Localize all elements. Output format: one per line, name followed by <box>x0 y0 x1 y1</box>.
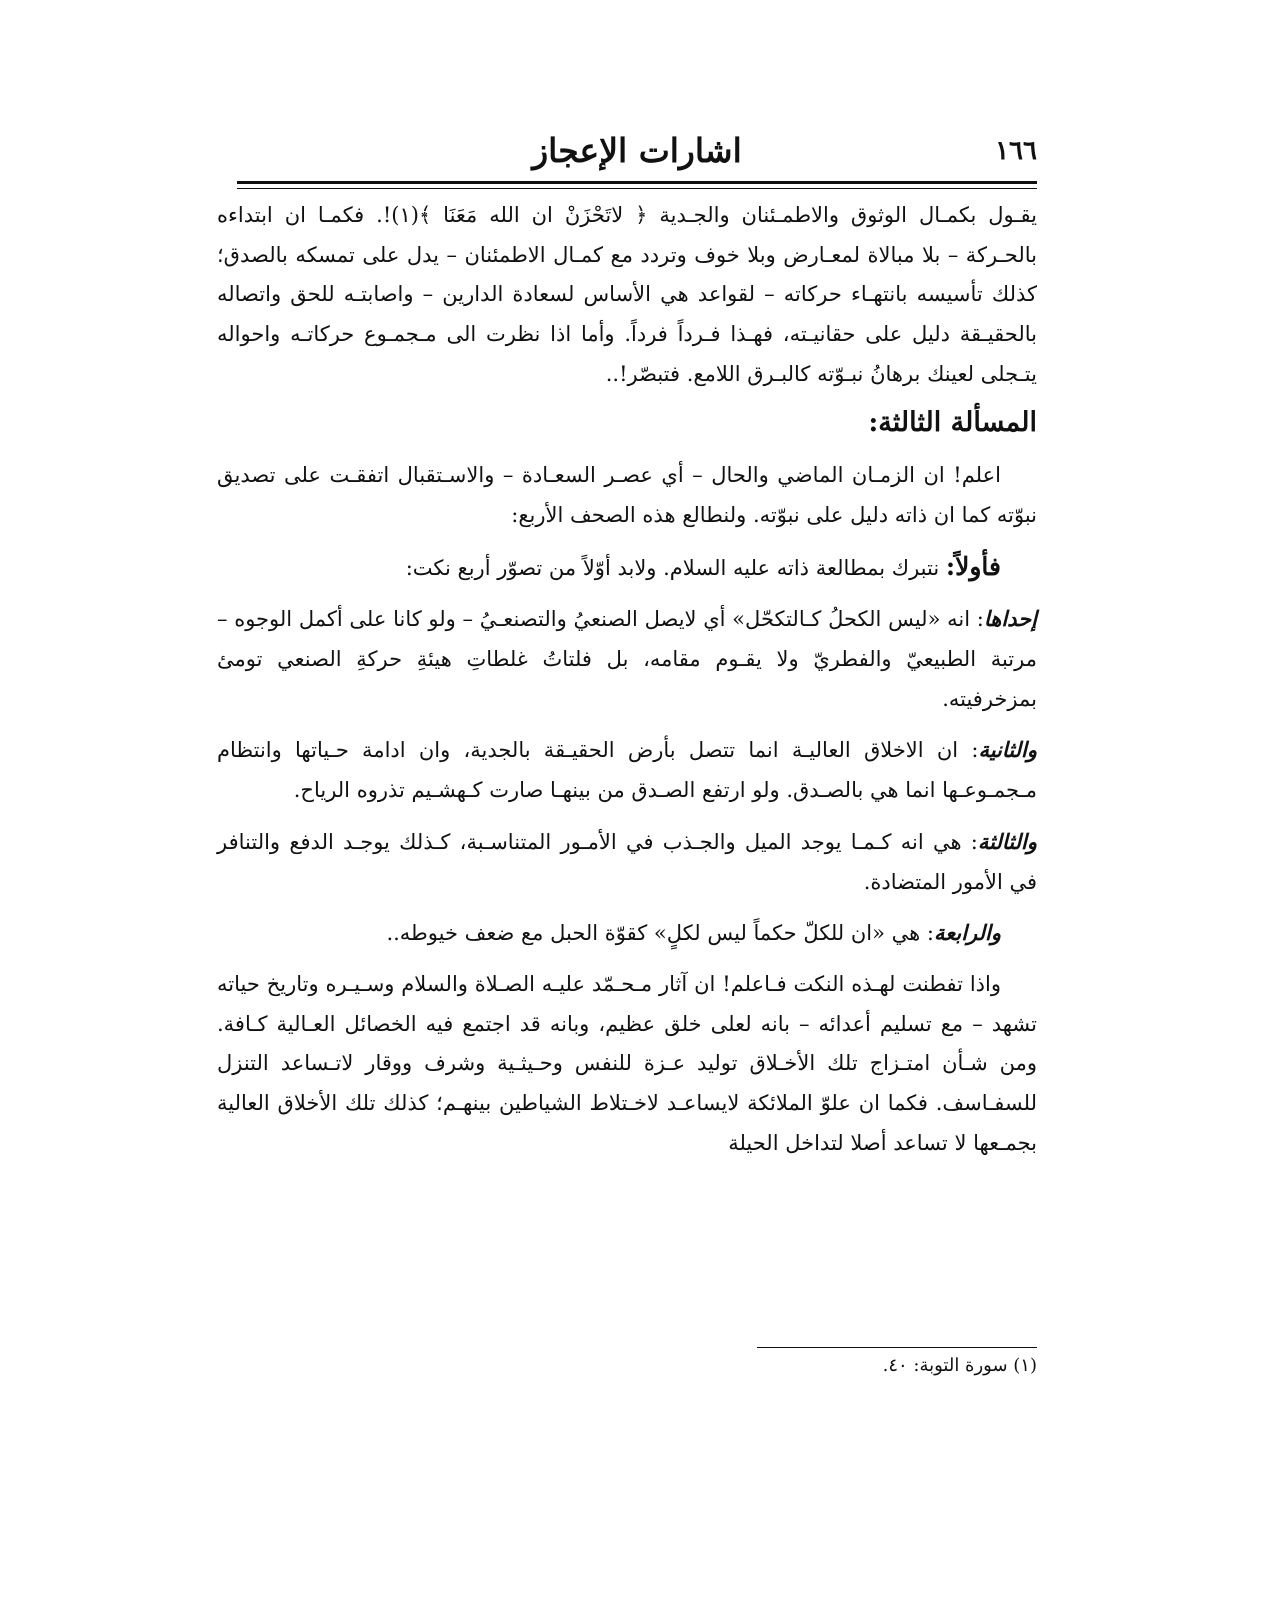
body-text <box>217 196 1037 1163</box>
point-2-paragraph <box>217 730 1037 810</box>
header-rule-thin <box>237 188 1037 189</box>
first-lead: فأولاً: <box>945 551 1001 581</box>
point-3-lead: والثالثة <box>977 828 1037 854</box>
page-number: ١٦٦ <box>995 136 1037 166</box>
point-3-text: : هي انه كـمـا يوجد الميل والجـذب في الأمـور المتناسـبة، كـذلك يوجـد الدفع والتنافر في الأمور المتضادة. <box>217 829 1037 894</box>
point-1-lead: إحداها <box>983 606 1037 632</box>
page-header <box>237 128 1037 174</box>
paragraph-2: اعلم! ان الزمـان الماضي والحال – أي عصـر السعـادة – والاسـتقبال اتفقـت على تصديق نبوّته كما ان ذاته دليل على نبوّته. ولنطالع هذه الصحف الأربع: <box>217 463 1037 527</box>
footnote: (١) سورة التوبة: ٤٠. <box>882 1355 1037 1376</box>
section-heading: المسألة الثالثة: <box>868 406 1037 438</box>
paragraph-1: يقـول بكمـال الوثوق والاطمـئنان والجـدية ﴿ لاتَحْزَنْ ان الله مَعَنَا ﴾(١)!. فكمـا ان ابتداءه بالحـركة – بلا مبالاة لمعـارض وبلا خوف وتردد مع كمـال الاطمئنان – يدل على تمسكه بالصدق؛ كذلك تأسيسه بانتهـاء حركاته – لقواعد هي الأساس لسعادة الدارين – واصابتـه للحق واتصاله بالحقيـقة دليل على حقانيـته، فهـذا فـرداً فرداً. وأما اذا نظرت الى مـجمـوع حركاتـه واحواله يتـجلى لعينك برهانُ نبـوّته كالبـرق اللامع. فتبصّر!.. <box>217 203 1037 386</box>
running-title: اشارات الإعجاز <box>532 131 742 170</box>
footnote-rule <box>757 1347 1037 1348</box>
point-4-text: : هي «ان للكلّ حكماً ليس لكلٍ» كقوّة الحبل مع ضعف خيوطه.. <box>386 921 934 946</box>
point-2-text: : ان الاخلاق العاليـة انما تتصل بأرض الحقيـقة بالجدية، وان ادامة حـياتها وانتظام مـجمـوعـها انما هي بالصـدق. ولو ارتفع الصـدق من بينهـا صارت كـهشـيم تذروه الرياح. <box>217 738 1037 803</box>
paragraph-3: واذا تفطنت لهـذه النكت فـاعلم! ان آثار مـحـمّد عليـه الصـلاة والسلام وسـيـره وتاريخ حياته تشهد – مع تسليم أعدائه – بانه لعلى خلق عظيم، وبانه قد اجتمع فيه الخصائل العـالية كـافة. ومن شـأن امتـزاج تلك الأخـلاق توليد عـزة للنفس وحـيثـية وشرف ووقار لاتـساعد التنزل للسفـاسف. فكما ان علوّ الملائكة لايساعـد لاخـتلاط الشياطين بينهـم؛ كذلك تلك الأخلاق العالية بجمـعها لا تساعد أصلا لتداخل الحيلة <box>217 971 1037 1155</box>
point-3-paragraph <box>217 822 1037 902</box>
first-point-paragraph <box>217 547 1037 589</box>
header-rule-thick <box>237 181 1037 184</box>
first-text: نتبرك بمطالعة ذاته عليه السلام. ولابد أوّلاً من تصوّر أربع نكت: <box>405 555 946 580</box>
point-2-lead: والثانية <box>978 737 1037 763</box>
point-4-paragraph <box>217 913 1037 954</box>
point-1-text: : انه «ليس الكحلُ كـالتكحّل» أي لايصل الصنعيُ والتصنعـيُ – ولو كانا على أكمل الوجوه – مرتبة الطبيعيّ والفطريّ ولا يقـوم مقامه، بل فلتاتُ غلطاتِ هيئةِ حركةِ الصنعي تومئ بمزخرفيته. <box>217 607 1037 711</box>
point-1-paragraph <box>217 599 1037 719</box>
point-4-lead: والرابعة <box>933 920 1001 946</box>
